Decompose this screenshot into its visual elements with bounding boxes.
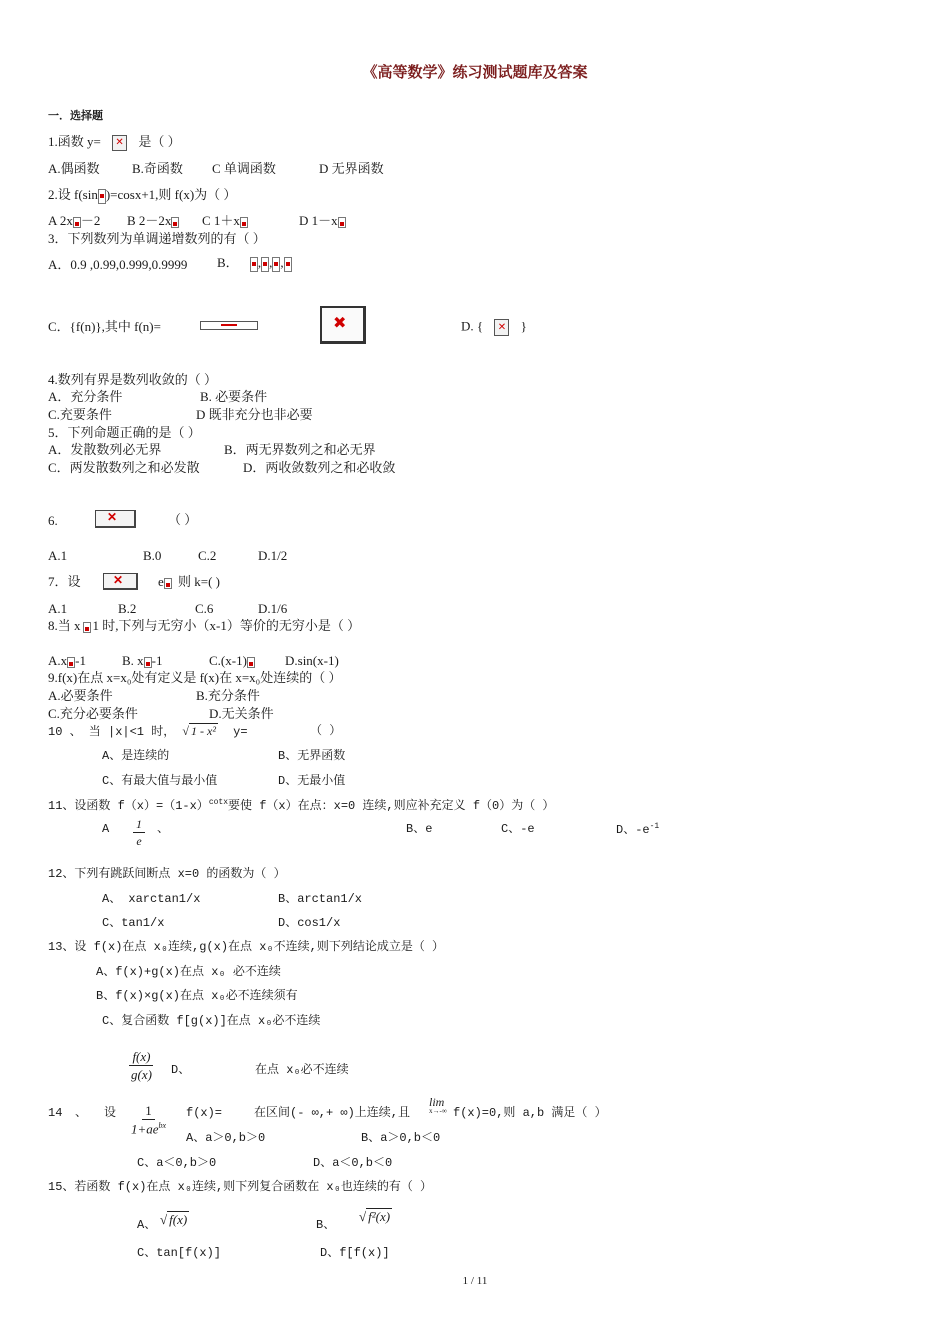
q15-option-a-sqrt: √ f(x) (160, 1212, 188, 1227)
q9-option-a: A.必要条件 (48, 688, 113, 703)
q8-option-b-text: B. x (122, 653, 144, 668)
q15-option-d: D、f[f(x)] (320, 1246, 390, 1260)
q1-tail: 是（ ） (138, 134, 181, 149)
fraction-numerator: 1 (142, 1104, 155, 1120)
q14-lim-sub: x→-∞ (429, 1107, 447, 1115)
q11-exponent: cotx (208, 798, 229, 807)
q8-option-c-text: C.(x-1) (209, 653, 247, 668)
q2-option-a-tail: －2 (80, 213, 101, 228)
q11-option-d-exponent: -1 (649, 822, 660, 831)
q4-option-c: C.充要条件 (48, 407, 112, 422)
q8-option-a-tail: -1 (75, 653, 86, 668)
q7-option-d: D.1/6 (258, 601, 288, 616)
q2-option-c-text: C 1＋x (202, 213, 240, 228)
q14-option-c: C、a＜0,b＞0 (137, 1156, 217, 1170)
q11-option-b: B、e (406, 822, 433, 836)
missing-glyph-icon (240, 217, 248, 228)
missing-glyph-icon (98, 189, 106, 204)
page-title: 《高等数学》练习测试题库及答案 (362, 64, 588, 81)
question-8 (48, 619, 360, 633)
q3-option-d-end: } (520, 318, 527, 334)
q11-stem-b: 要使 f（x）在点：x=0 连续,则应补充定义 f（0）为（ ） (228, 799, 555, 813)
q15-option-b-sqrt: √ f²(x) (359, 1209, 391, 1224)
question-9: 9.f(x)在点 x=x₀处有定义是 f(x)在 x=x₀处连续的（ ） (48, 670, 342, 685)
question-5: 5．下列命题正确的是（ ） (48, 425, 201, 440)
q7-tail: 则 k=( ) (178, 574, 220, 589)
q13-option-c: C、复合函数 f[g(x)]在点 x₀必不连续 (102, 1014, 321, 1028)
q2-option-a (48, 214, 100, 228)
q13-option-d-fraction (128, 1050, 155, 1081)
section-heading: 一．选择题 (48, 110, 103, 122)
q14-option-a: A、a＞0,b＞0 (186, 1131, 266, 1145)
broken-image-icon: ✕ (494, 319, 509, 336)
q7-option-c: C.6 (195, 601, 214, 616)
missing-glyph-icon (261, 257, 269, 272)
q10-option-c: C、有最大值与最小值 (102, 774, 218, 788)
question-6: 6. (48, 513, 58, 528)
missing-glyph-icon (164, 578, 172, 589)
question-12: 12、下列有跳跃间断点 x=0 的函数为（ ） (48, 867, 286, 881)
q3-option-a: A．0.9 ,0.99,0.999,0.9999 (48, 257, 188, 272)
q10-radicand: 1 - x² (191, 724, 216, 738)
q8-option-a (48, 654, 86, 668)
q10-stem-b: y= (233, 725, 248, 739)
q12-option-c: C、tan1/x (102, 916, 165, 930)
q7-mid (158, 575, 172, 589)
q7-mid-text: e (158, 574, 164, 589)
q7-option-a: A.1 (48, 601, 68, 616)
q14-option-b: B、a＞0,b＜0 (361, 1131, 441, 1145)
q2-option-d-text: D 1－x (299, 213, 338, 228)
missing-glyph-icon (83, 622, 91, 633)
missing-glyph-icon (73, 217, 81, 228)
q4-option-a: A．充分条件 (48, 389, 123, 404)
q2-option-b-text: B 2－2x (127, 213, 172, 228)
fraction-denominator: e (136, 834, 142, 848)
q2-option-c (202, 214, 248, 228)
fraction-numerator: 1 (133, 818, 145, 833)
q8-stem: 8.当 x (48, 618, 81, 633)
sqrt-expression: √ 1 - x² (182, 724, 216, 738)
q12-option-d: D、cos1/x (278, 916, 341, 930)
q14-number: 14 (48, 1106, 63, 1120)
broken-image-icon: ✕ (95, 510, 136, 528)
q2-stem-b: )=cosx+1,则 f(x)为（ ） (105, 187, 237, 202)
q7-option-b: B.2 (118, 601, 137, 616)
q14-mid: 在区间(- ∞,+ ∞)上连续,且 (254, 1106, 411, 1120)
q10-option-a: A、是连续的 (102, 749, 170, 763)
q13-option-a: A、f(x)+g(x)在点 x₀ 必不连续 (96, 965, 281, 979)
fraction-numerator: f(x) (129, 1050, 153, 1066)
q1-stem: 1.函数 y= (48, 134, 101, 149)
q6-option-c: C.2 (198, 548, 217, 563)
q11-option-a: A (102, 822, 110, 836)
question-7: 7．设 (48, 574, 81, 589)
q15-option-c: C、tan[f(x)] (137, 1246, 222, 1260)
q10-option-b: B、无界函数 (278, 749, 346, 763)
q8-option-b (122, 654, 163, 668)
q14-lim: lim (429, 1095, 445, 1109)
broken-image-thumbnail (200, 321, 258, 330)
question-13: 13、设 f(x)在点 x₀连续,g(x)在点 x₀不连续,则下列结论成立是（ ） (48, 940, 445, 954)
q5-option-c: C．两发散数列之和必发散 (48, 460, 200, 475)
missing-glyph-icon (338, 217, 346, 228)
q6-paren: （ ） (168, 512, 198, 527)
q1-option-a: A.偶函数 (48, 161, 100, 176)
q5-option-b: B．两无界数列之和必无界 (224, 442, 376, 457)
q8-option-b-tail: -1 (151, 653, 163, 668)
question-2 (48, 188, 236, 204)
q4-option-d: D 既非充分也非必要 (196, 407, 313, 422)
q15-option-b-radicand: f²(x) (368, 1209, 391, 1224)
q9-option-b: B.充分条件 (196, 688, 260, 703)
q10-option-d: D、无最小值 (278, 774, 346, 788)
q6-option-d: D.1/2 (258, 548, 288, 563)
q15-option-a-radicand: f(x) (169, 1212, 188, 1227)
q11-stem-a: 11、设函数 f（x）=（1-x） (48, 799, 209, 813)
q12-option-b: B、arctan1/x (278, 892, 363, 906)
question-1 (48, 135, 181, 151)
q2-option-d (299, 214, 346, 228)
q1-option-b: B.奇函数 (132, 161, 183, 176)
question-10 (48, 725, 248, 738)
q13-option-d-tail: 在点 x₀必不连续 (255, 1063, 349, 1077)
missing-glyph-icon (144, 657, 152, 668)
fraction-exponent: bx (158, 1121, 167, 1130)
q11-option-a-fraction (133, 818, 145, 847)
q2-stem-a: 2.设 f(sin (48, 187, 98, 202)
q10-paren: （ ） (310, 724, 342, 738)
page-number: 1 / 11 (462, 1275, 488, 1287)
q4-option-b: B. 必要条件 (200, 389, 268, 404)
q8-option-c (209, 654, 255, 668)
question-14: 设 (104, 1106, 117, 1120)
question-4: 4.数列有界是数列收敛的（ ） (48, 372, 218, 387)
q2-option-a-text: A 2x (48, 213, 73, 228)
q15-option-a: A、 (137, 1218, 157, 1232)
q13-option-d: D、 (171, 1063, 191, 1077)
q14-fx: f(x)= (186, 1106, 223, 1120)
missing-glyph-icon (272, 257, 280, 272)
q11-option-c: C、-e (501, 822, 535, 836)
q5-option-a: A．发散数列必无界 (48, 442, 162, 457)
fraction-denominator: 1+ae (131, 1121, 159, 1137)
q13-option-b: B、f(x)×g(x)在点 x₀必不连续须有 (96, 989, 298, 1003)
q3-option-d (461, 319, 527, 336)
q6-option-b: B.0 (143, 548, 162, 563)
q14-tail: f(x)=0,则 a,b 满足（ ） (453, 1106, 607, 1120)
question-3: 3．下列数列为单调递增数列的有（ ） (48, 231, 266, 246)
q11-option-d-text: D、-e (616, 823, 650, 837)
missing-glyph-icon (250, 257, 258, 272)
q2-option-b (127, 214, 179, 228)
q14-option-d: D、a＜0,b＜0 (313, 1156, 393, 1170)
q3-option-c: C．{f(n)},其中 f(n)= (48, 319, 161, 334)
q5-option-d: D．两收敛数列之和必收敛 (243, 460, 396, 475)
q6-option-a: A.1 (48, 548, 68, 563)
question-15: 15、若函数 f(x)在点 x₀连续,则下列复合函数在 x₀也连续的有（ ） (48, 1180, 433, 1194)
q9-option-c: C.充分必要条件 (48, 706, 138, 721)
missing-glyph-icon (247, 657, 255, 668)
missing-glyph-icon (284, 257, 292, 272)
q12-option-a: A、 xarctan1/x (102, 892, 201, 906)
q3-option-b: B． , , , (217, 256, 292, 272)
q8-option-d: D.sin(x-1) (285, 653, 339, 668)
broken-image-icon: ✕ (112, 135, 127, 151)
fraction-denominator: g(x) (131, 1067, 152, 1082)
broken-image-icon: ✕ (103, 573, 138, 590)
q10-stem-a: 10 、 当 |x|<1 时， (48, 725, 176, 739)
q3-option-b-text: B． (217, 255, 239, 270)
missing-glyph-icon (171, 217, 179, 228)
q8-tail: 1 时,下列与无穷小（x-1）等价的无穷小是（ ） (92, 618, 361, 633)
q11-option-d (616, 823, 659, 836)
q1-option-c: C 单调函数 (212, 161, 276, 176)
q3-option-d-text: D. { (461, 318, 484, 334)
question-11 (48, 799, 554, 812)
missing-glyph-icon (67, 657, 75, 668)
q1-option-d: D 无界函数 (319, 161, 384, 176)
q14-fraction (128, 1104, 169, 1135)
q11-option-a-tail: 、 (157, 822, 170, 836)
q14-separator: 、 (75, 1106, 88, 1120)
q9-option-d: D.无关条件 (209, 706, 274, 721)
q8-option-a-text: A.x (48, 653, 68, 668)
q15-option-b: B、 (316, 1218, 336, 1232)
broken-image-icon: ✖ (320, 306, 366, 344)
